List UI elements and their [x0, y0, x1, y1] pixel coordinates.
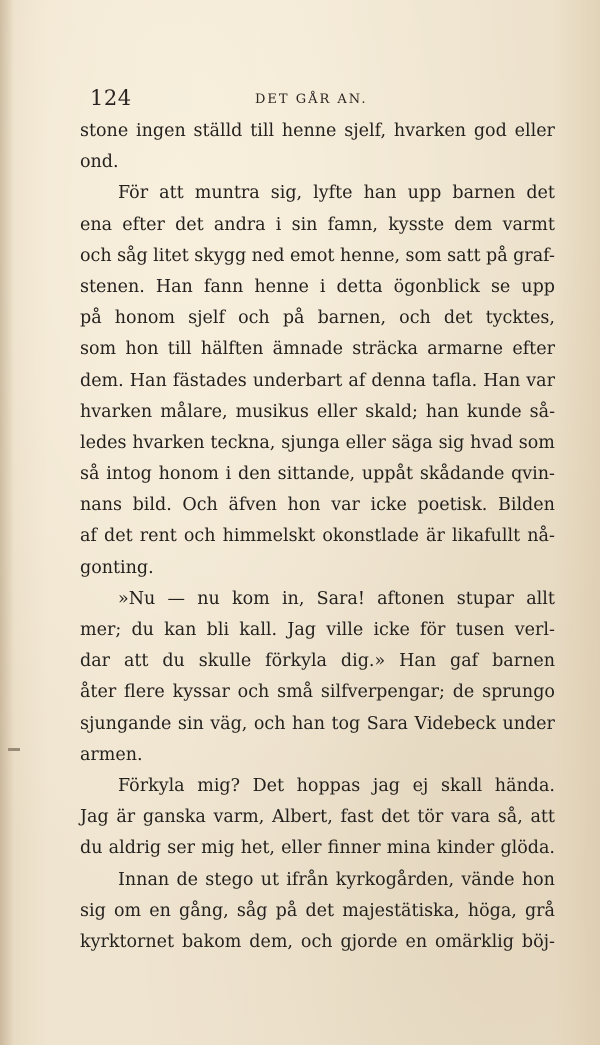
gutter-shadow	[0, 0, 14, 1045]
text-line: mer; du kan bli kall. Jag ville icke för tusen verl-	[80, 620, 555, 640]
text-line: och såg litet skygg ned emot henne, som satt på graf-	[80, 245, 555, 266]
text-line: ledes hvarken teckna, sjunga eller säga sig hvad som	[80, 432, 555, 453]
text-line: åter flere kyssar och små silfverpengar; de sprungo	[80, 682, 555, 703]
text-line: »Nu — nu kom in, Sara! aftonen stupar allt	[118, 588, 555, 609]
margin-mark	[8, 748, 20, 751]
text-line: på honom sjelf och på barnen, och det tycktes,	[80, 308, 555, 329]
text-line: ena efter det andra i sin famn, kysste dem varmt	[80, 214, 555, 235]
text-line: kyrktornet bakom dem, och gjorde en omärklig böj-	[80, 931, 555, 952]
text-line: stenen. Han fann henne i detta ögonblick se upp	[80, 276, 555, 297]
text-line: Innan de stego ut ifrån kyrkogården, vände hon	[118, 869, 555, 890]
page-header	[90, 86, 550, 116]
text-line: Jag är ganska varm, Albert, fast det tör vara så, att	[80, 807, 555, 828]
text-line: dem. Han fästades underbart af denna tafla. Han var	[80, 370, 555, 391]
text-line: sjungande sin väg, och han tog Sara Videbeck under	[80, 713, 555, 734]
text-line: dar att du skulle förkyla dig.» Han gaf barnen	[80, 651, 555, 672]
text-line: af det rent och himmelskt okonstlade är likafullt nå-	[80, 526, 555, 547]
running-head: DET GÅR AN.	[255, 92, 368, 107]
text-line: som hon till hälften ämnade sträcka armarne efter	[80, 339, 555, 360]
text-line: stone ingen ställd till henne sjelf, hvarken god eller	[80, 121, 555, 141]
page-number: 124	[90, 86, 132, 110]
text-line: För att muntra sig, lyfte han upp barnen det	[118, 183, 555, 204]
text-line: så intog honom i den sittande, uppåt skådande qvin-	[80, 464, 555, 485]
text-line: armen.	[80, 744, 143, 765]
text-line: ond.	[80, 152, 119, 173]
text-line: sig om en gång, såg på det majestätiska, höga, grå	[80, 900, 555, 921]
text-line: Förkyla mig? Det hoppas jag ej skall hända.	[118, 775, 555, 796]
text-line: gonting.	[80, 557, 154, 578]
text-line: hvarken målare, musikus eller skald; han kunde så-	[80, 401, 555, 422]
text-line: nans bild. Och äfven hon var icke poetisk. Bilden	[80, 495, 555, 516]
body-text	[80, 116, 555, 958]
text-line: du aldrig ser mig het, eller finner mina kinder glöda.	[80, 838, 555, 859]
